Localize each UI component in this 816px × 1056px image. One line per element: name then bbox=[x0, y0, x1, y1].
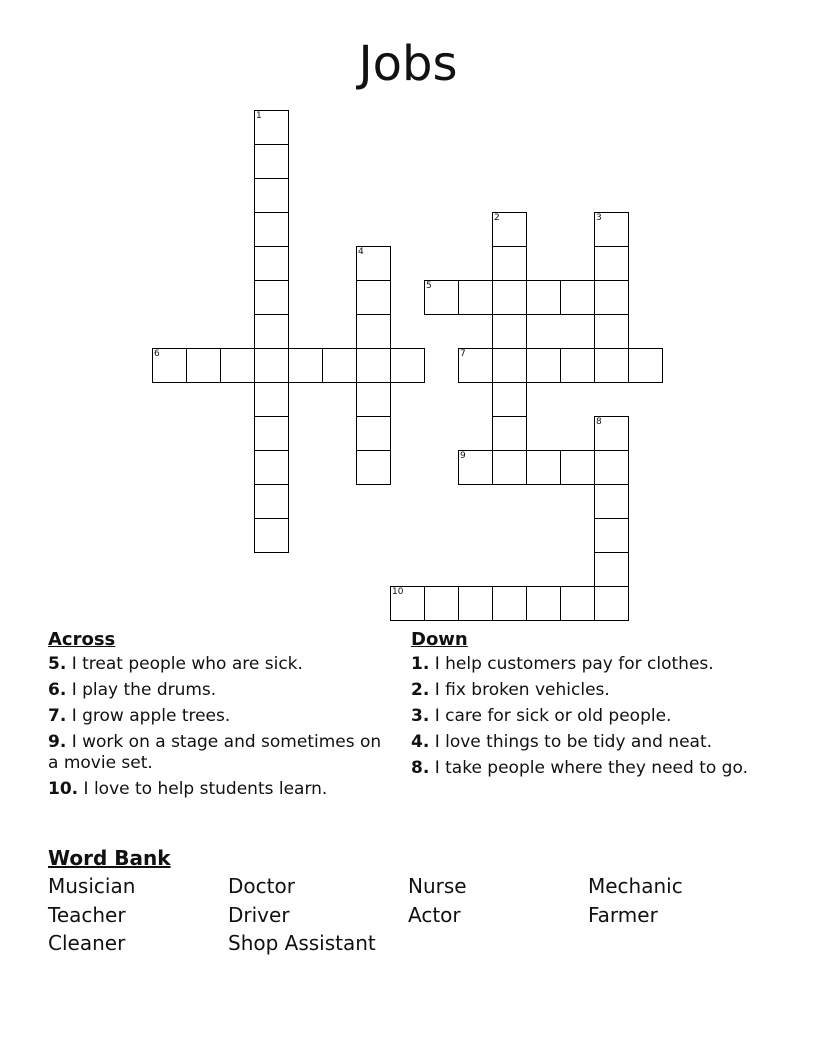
crossword-cell[interactable] bbox=[492, 246, 527, 281]
cell-number: 4 bbox=[358, 247, 364, 257]
crossword-cell[interactable] bbox=[492, 280, 527, 315]
across-clues bbox=[48, 628, 388, 805]
crossword-cell[interactable] bbox=[254, 314, 289, 349]
across-clue-7 bbox=[48, 706, 388, 727]
crossword-cell[interactable] bbox=[492, 416, 527, 451]
clue-text: I take people where they need to go. bbox=[434, 758, 748, 778]
cell-number: 3 bbox=[596, 213, 602, 223]
crossword-cell[interactable] bbox=[390, 586, 425, 621]
crossword-cell[interactable] bbox=[492, 382, 527, 417]
word-bank-item: Teacher bbox=[48, 903, 126, 927]
down-clue-3 bbox=[411, 706, 761, 727]
clue-number: 9. bbox=[48, 732, 67, 752]
clue-text: I love to help students learn. bbox=[83, 779, 328, 799]
crossword-cell[interactable] bbox=[356, 382, 391, 417]
crossword-cell[interactable] bbox=[526, 586, 561, 621]
crossword-cell[interactable] bbox=[254, 280, 289, 315]
clue-number: 10. bbox=[48, 779, 79, 799]
down-clues bbox=[411, 628, 761, 784]
crossword-cell[interactable] bbox=[594, 450, 629, 485]
crossword-cell[interactable] bbox=[492, 212, 527, 247]
clue-number: 3. bbox=[411, 706, 430, 726]
clue-text: I treat people who are sick. bbox=[71, 654, 303, 674]
crossword-cell[interactable] bbox=[492, 348, 527, 383]
crossword-cell[interactable] bbox=[254, 484, 289, 519]
crossword-cell[interactable] bbox=[560, 450, 595, 485]
clue-number: 7. bbox=[48, 706, 67, 726]
crossword-cell[interactable] bbox=[322, 348, 357, 383]
word-bank-item: Farmer bbox=[588, 903, 658, 927]
clue-text: I help customers pay for clothes. bbox=[434, 654, 714, 674]
crossword-cell[interactable] bbox=[594, 280, 629, 315]
cell-number: 7 bbox=[460, 349, 466, 359]
crossword-cell[interactable] bbox=[594, 552, 629, 587]
crossword-cell[interactable] bbox=[152, 348, 187, 383]
cell-number: 8 bbox=[596, 417, 602, 427]
cell-number: 2 bbox=[494, 213, 500, 223]
clue-number: 5. bbox=[48, 654, 67, 674]
clue-text: I fix broken vehicles. bbox=[434, 680, 610, 700]
clue-text: I play the drums. bbox=[71, 680, 217, 700]
clue-number: 6. bbox=[48, 680, 67, 700]
crossword-cell[interactable] bbox=[424, 280, 459, 315]
down-clue-4 bbox=[411, 732, 761, 753]
crossword-cell[interactable] bbox=[356, 416, 391, 451]
crossword-cell[interactable] bbox=[390, 348, 425, 383]
crossword-cell[interactable] bbox=[594, 314, 629, 349]
word-bank-item: Shop Assistant bbox=[228, 931, 376, 955]
crossword-cell[interactable] bbox=[254, 450, 289, 485]
word-bank-item: Mechanic bbox=[588, 874, 683, 898]
crossword-cell[interactable] bbox=[254, 178, 289, 213]
crossword-cell[interactable] bbox=[492, 586, 527, 621]
clue-number: 4. bbox=[411, 732, 430, 752]
crossword-cell[interactable] bbox=[560, 348, 595, 383]
across-clue-9 bbox=[48, 732, 388, 774]
crossword-cell[interactable] bbox=[356, 450, 391, 485]
clue-text: I care for sick or old people. bbox=[434, 706, 672, 726]
crossword-cell[interactable] bbox=[492, 450, 527, 485]
crossword-cell[interactable] bbox=[356, 246, 391, 281]
word-bank-item: Musician bbox=[48, 874, 136, 898]
crossword-cell[interactable] bbox=[356, 280, 391, 315]
across-clue-5 bbox=[48, 654, 388, 675]
clue-text: I grow apple trees. bbox=[71, 706, 231, 726]
crossword-cell[interactable] bbox=[254, 212, 289, 247]
crossword-cell[interactable] bbox=[492, 314, 527, 349]
crossword-cell[interactable] bbox=[458, 280, 493, 315]
word-bank-item: Cleaner bbox=[48, 931, 126, 955]
cell-number: 9 bbox=[460, 451, 466, 461]
crossword-cell[interactable] bbox=[356, 314, 391, 349]
clue-text: I love things to be tidy and neat. bbox=[434, 732, 713, 752]
crossword-cell[interactable] bbox=[594, 586, 629, 621]
page-title: Jobs bbox=[358, 36, 458, 92]
across-clue-10 bbox=[48, 779, 388, 800]
word-bank-item: Driver bbox=[228, 903, 290, 927]
down-heading: Down bbox=[411, 629, 468, 650]
crossword-cell[interactable] bbox=[254, 416, 289, 451]
crossword-cell[interactable] bbox=[254, 110, 289, 145]
cell-number: 6 bbox=[154, 349, 160, 359]
crossword-cell[interactable] bbox=[628, 348, 663, 383]
across-heading: Across bbox=[48, 629, 116, 650]
clue-text: I work on a stage and sometimes on a movie set. bbox=[48, 732, 382, 773]
crossword-cell[interactable] bbox=[560, 586, 595, 621]
crossword-cell[interactable] bbox=[254, 144, 289, 179]
crossword-cell[interactable] bbox=[424, 586, 459, 621]
clue-number: 2. bbox=[411, 680, 430, 700]
crossword-cell[interactable] bbox=[526, 280, 561, 315]
crossword-cell[interactable] bbox=[594, 246, 629, 281]
down-clue-2 bbox=[411, 680, 761, 701]
crossword-cell[interactable] bbox=[458, 586, 493, 621]
crossword-cell[interactable] bbox=[526, 348, 561, 383]
down-clue-1 bbox=[411, 654, 761, 675]
crossword-cell[interactable] bbox=[594, 484, 629, 519]
crossword-cell[interactable] bbox=[560, 280, 595, 315]
cell-number: 10 bbox=[392, 587, 404, 597]
crossword-cell[interactable] bbox=[356, 348, 391, 383]
word-bank-title: Word Bank bbox=[48, 846, 171, 870]
crossword-cell[interactable] bbox=[458, 450, 493, 485]
crossword-cell[interactable] bbox=[594, 212, 629, 247]
crossword-cell[interactable] bbox=[254, 518, 289, 553]
word-bank-item: Doctor bbox=[228, 874, 295, 898]
down-clue-8 bbox=[411, 758, 761, 779]
word-bank-item: Nurse bbox=[408, 874, 467, 898]
crossword-cell[interactable] bbox=[254, 382, 289, 417]
cell-number: 5 bbox=[426, 281, 432, 291]
crossword-cell[interactable] bbox=[220, 348, 255, 383]
clue-number: 8. bbox=[411, 758, 430, 778]
crossword-cell[interactable] bbox=[594, 416, 629, 451]
crossword-cell[interactable] bbox=[288, 348, 323, 383]
crossword-cell[interactable] bbox=[254, 348, 289, 383]
across-clue-6 bbox=[48, 680, 388, 701]
crossword-cell[interactable] bbox=[186, 348, 221, 383]
word-bank-item: Actor bbox=[408, 903, 461, 927]
crossword-cell[interactable] bbox=[254, 246, 289, 281]
clue-number: 1. bbox=[411, 654, 430, 674]
crossword-cell[interactable] bbox=[594, 518, 629, 553]
crossword-cell[interactable] bbox=[526, 450, 561, 485]
cell-number: 1 bbox=[256, 111, 262, 121]
crossword-cell[interactable] bbox=[458, 348, 493, 383]
crossword-cell[interactable] bbox=[594, 348, 629, 383]
